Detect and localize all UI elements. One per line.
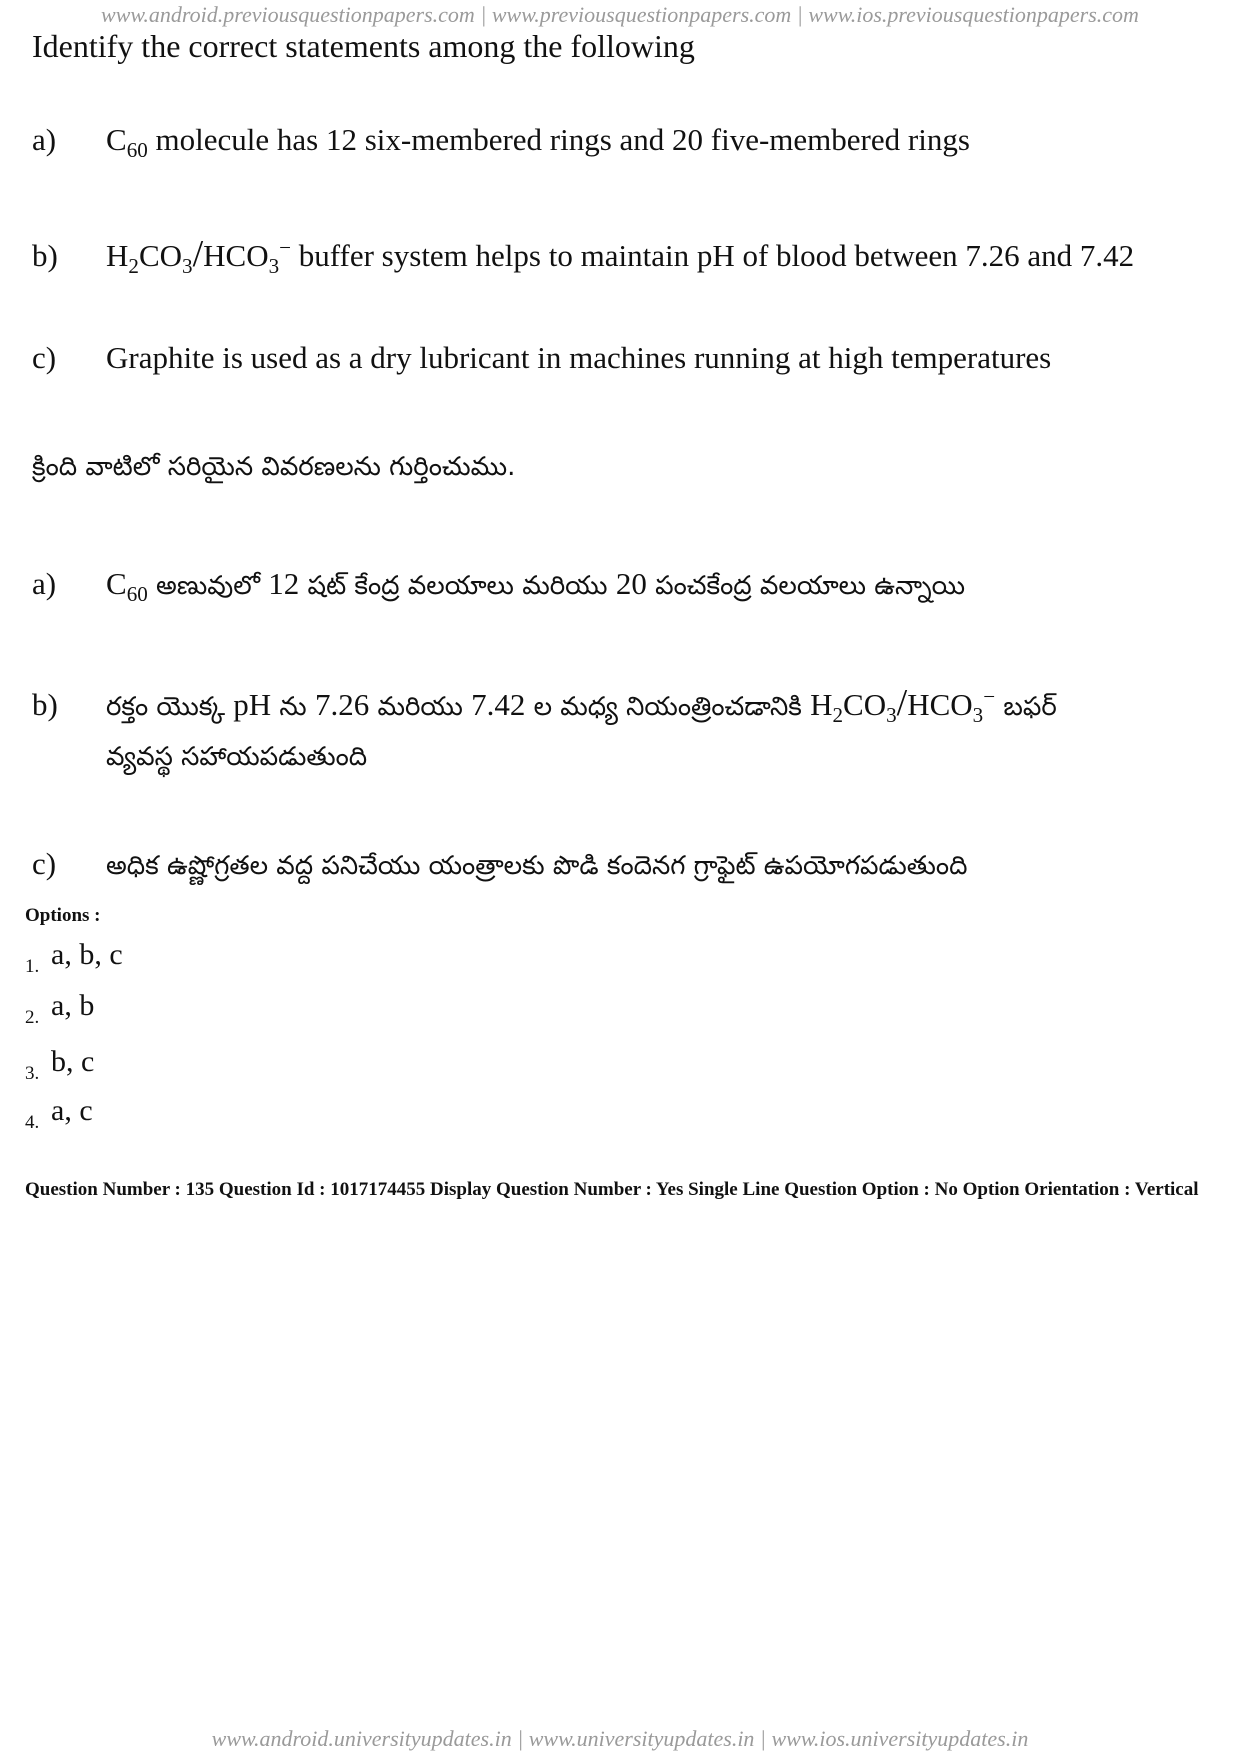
options-title: Options :: [25, 905, 101, 926]
statement-text: molecule has 12 six-membered rings and 20 five-membered rings: [147, 122, 970, 157]
watermark-top: www.android.previousquestionpapers.com | www.previousquestionpapers.com | www.ios.previousquestionpapers.com: [101, 2, 1139, 27]
statement-label: c): [32, 846, 57, 881]
option-1[interactable]: [25, 938, 123, 978]
statement-text: buffer system helps to maintain pH of blood between 7.26 and 7.42: [291, 238, 1135, 273]
option-number: 3.: [25, 1063, 40, 1084]
statement-label: b): [32, 687, 58, 722]
formula-c: C: [106, 122, 127, 157]
option-number: 1.: [25, 956, 40, 977]
statement-label: c): [32, 340, 57, 375]
statement-label: a): [32, 122, 57, 157]
option-3[interactable]: [25, 1045, 94, 1085]
option-text: a, b, c: [51, 938, 123, 971]
option-4[interactable]: [25, 1094, 93, 1134]
statement-b-te: b) రక్తం యొక్క pH ను 7.26 మరియు 7.42 ల మధ్య నియంత్రించడానికి $H_2CO_3/HCO_3^-$ బఫర్: [32, 682, 1057, 728]
question-meta: Question Number : 135 Question Id : 1017174455 Display Question Number : Yes Single Line Question Option : No Option Orientation : Vertical: [25, 1179, 1199, 1200]
watermark-bottom: www.android.universityupdates.in | www.universityupdates.in | www.ios.universityupdates.in: [211, 1726, 1029, 1751]
statement-c-te: [32, 846, 967, 887]
question-heading-te: క్రింది వాటిలో సరియైన వివరణలను గుర్తించుము.: [32, 452, 516, 482]
option-text: b, c: [51, 1045, 95, 1078]
statement-a-en: [32, 122, 970, 163]
formula: $H_2CO_3/HCO_3^-$: [106, 233, 292, 279]
statement-text: Graphite is used as a dry lubricant in machines running at high temperatures: [106, 340, 1052, 375]
option-2[interactable]: [25, 989, 94, 1029]
statement-label: b): [32, 238, 58, 273]
option-text: a, b: [51, 989, 95, 1022]
statement-label: a): [32, 566, 57, 601]
statement-text: అధిక ఉష్ణోగ్రతల వద్ద పనిచేయు యంత్రాలకు పొడి కందెనగ గ్రాఫైట్ ఉపయోగపడుతుంది: [106, 851, 968, 881]
statement-c-en: [32, 340, 1051, 376]
formula: $H_2CO_3/HCO_3^-$: [810, 682, 996, 728]
statement-a-te: a) $C_{60}$ అణువులో 12 షట్ కేంద్ర వలయాలు మరియు 20 పంచకేంద్ర వలయాలు ఉన్నాయి: [32, 566, 966, 607]
statement-b-te-line2: వ్యవస్థ సహాయపడుతుంది: [106, 742, 368, 772]
statement-b-en: [32, 232, 1134, 279]
subscript: 60: [126, 138, 148, 163]
option-number: 2.: [25, 1007, 40, 1028]
option-text: a, c: [51, 1094, 93, 1127]
option-number: 4.: [25, 1112, 40, 1133]
question-heading-en: Identify the correct statements among the following: [32, 28, 695, 64]
